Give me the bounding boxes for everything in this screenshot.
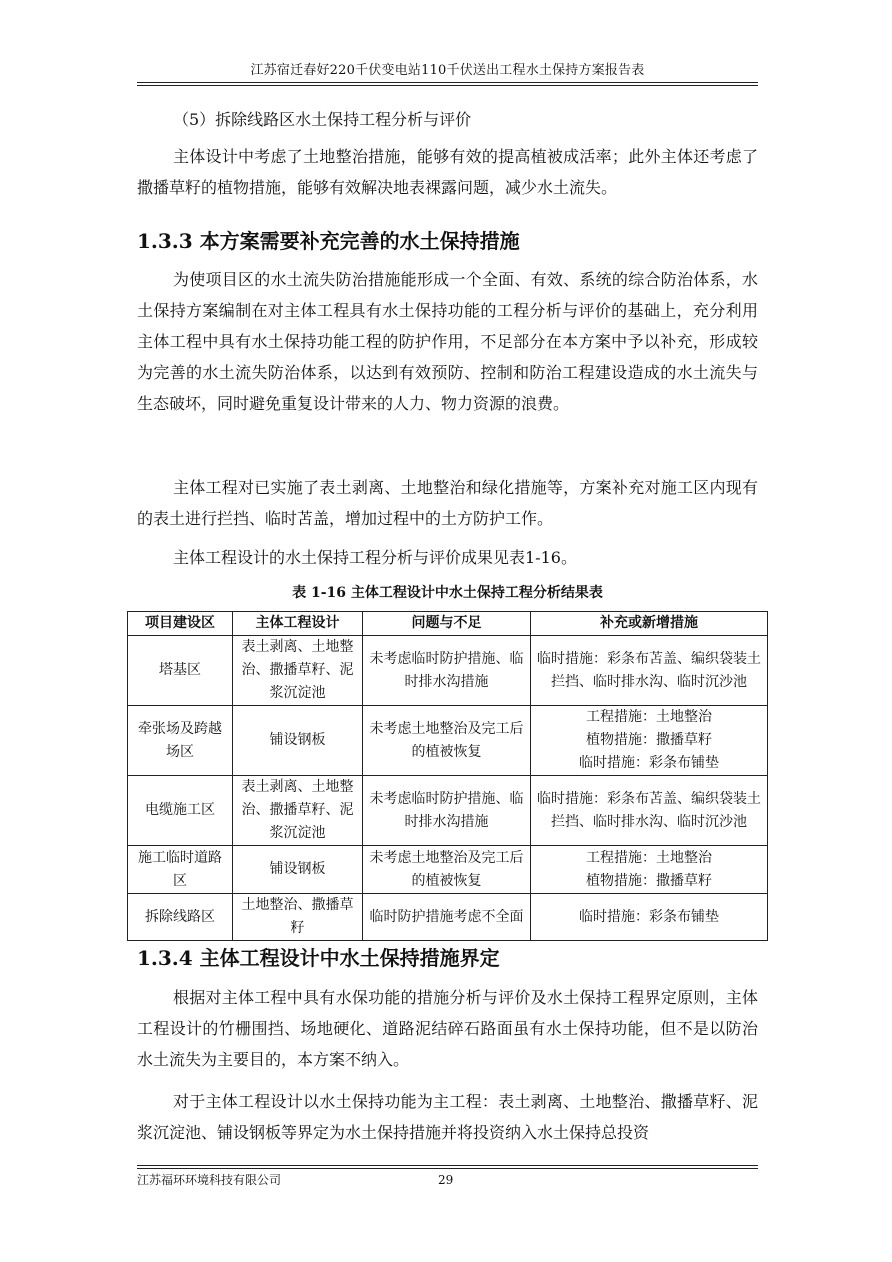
section-1-3-4-paragraph-2: 对于主体工程设计以水土保持功能为主工程：表土剥离、土地整治、撒播草籽、泥浆沉淀池、铺设钢板等界定为水土保持措施并将投资纳入水土保持总投资 [137, 1092, 758, 1142]
column-header: 补充或新增措施 [531, 612, 768, 636]
table-cell-design: 表土剥离、土地整治、撒播草籽、泥浆沉淀池 [233, 636, 363, 706]
header-rule-bottom [137, 85, 758, 86]
page-number: 29 [438, 1173, 454, 1187]
table-cell-measure: 临时措施：彩条布苫盖、编织袋装土拦挡、临时排水沟、临时沉沙池 [531, 776, 768, 846]
table-cell-area: 施工临时道路区 [128, 846, 233, 894]
analysis-result-table [127, 611, 768, 941]
measure-line: 植物措施：撒播草籽 [586, 732, 712, 748]
section-5-title: （5）拆除线路区水土保持工程分析与评价 [173, 110, 472, 129]
table-row [128, 846, 768, 894]
table-cell-measure [531, 706, 768, 776]
footer-rule-bottom [137, 1168, 758, 1169]
section-1-3-3-paragraph-3: 主体工程设计的水土保持工程分析与评价成果见表1-16。 [173, 548, 577, 567]
table-cell-area: 塔基区 [128, 636, 233, 706]
table-row [128, 636, 768, 706]
footer-rule-top [137, 1165, 758, 1166]
measure-line: 植物措施：撒播草籽 [586, 872, 712, 889]
header-rule-top [137, 82, 758, 83]
table-cell-issue: 未考虑临时防护措施、临时排水沟措施 [363, 776, 531, 846]
column-header: 项目建设区 [128, 612, 233, 636]
table-cell-issue: 临时防护措施考虑不全面 [363, 894, 531, 941]
table-row [128, 776, 768, 846]
section-heading-1-3-4: 1.3.4 主体工程设计中水土保持措施界定 [137, 946, 500, 970]
table-header-row [128, 612, 768, 636]
table-cell-area: 电缆施工区 [128, 776, 233, 846]
table-cell-issue: 未考虑土地整治及完工后的植被恢复 [363, 846, 531, 894]
column-header: 主体工程设计 [233, 612, 363, 636]
table-cell-measure: 临时措施：彩条布铺垫 [531, 894, 768, 941]
table-row [128, 706, 768, 776]
section-1-3-3-paragraph-2: 主体工程对已实施了表土剥离、土地整治和绿化措施等，方案补充对施工区内现有的表土进行拦挡、临时苫盖，增加过程中的土方防护工作。 [137, 478, 758, 528]
measure-line: 工程措施：土地整治 [586, 709, 712, 725]
running-header: 江苏宿迁春好220千伏变电站110千伏送出工程水土保持方案报告表 [250, 63, 645, 78]
section-heading-1-3-3: 1.3.3 本方案需要补充完善的水土保持措施 [137, 229, 520, 253]
table-cell-design: 表土剥离、土地整治、撒播草籽、泥浆沉淀池 [233, 776, 363, 846]
section-1-3-4-paragraph-1: 根据对主体工程中具有水保功能的措施分析与评价及水土保持工程界定原则，主体工程设计的竹栅围挡、场地硬化、道路泥结碎石路面虽有水土保持功能，但不是以防治水土流失为主要目的，本方案不纳入。 [137, 988, 758, 1069]
section-5-paragraph: 主体设计中考虑了土地整治措施，能够有效的提高植被成活率；此外主体还考虑了撒播草籽的植物措施，能够有效解决地表裸露问题，减少水土流失。 [137, 147, 758, 197]
measure-line: 工程措施：土地整治 [586, 849, 712, 866]
table-cell-issue: 未考虑临时防护措施、临时排水沟措施 [363, 636, 531, 706]
table-cell-design: 铺设钢板 [233, 706, 363, 776]
table-cell-measure: 临时措施：彩条布苫盖、编织袋装土拦挡、临时排水沟、临时沉沙池 [531, 636, 768, 706]
table-cell-design: 铺设钢板 [233, 846, 363, 894]
footer-company: 江苏福环环境科技有限公司 [137, 1173, 282, 1187]
table-cell-measure [531, 846, 768, 894]
table-caption: 表 1-16 主体工程设计中水土保持工程分析结果表 [292, 585, 603, 601]
measure-line: 临时措施：彩条布铺垫 [579, 755, 719, 771]
section-1-3-3-paragraph-1: 为使项目区的水土流失防治措施能形成一个全面、有效、系统的综合防治体系，水土保持方案编制在对主体工程具有水土保持功能的工程分析与评价的基础上，充分利用主体工程中具有水土保持功能工程的防护作用，不足部分在本方案中予以补充，形成较为完善的水土流失防治体系，以达到有效预防、控制和防治工程建设造成的水土流失与生态破坏，同时避免重复设计带来的人力、物力资源的浪费。 [137, 270, 758, 413]
table-cell-area: 牵张场及跨越场区 [128, 706, 233, 776]
table-cell-issue: 未考虑土地整治及完工后的植被恢复 [363, 706, 531, 776]
table-cell-design: 土地整治、撒播草籽 [233, 894, 363, 941]
table-row [128, 894, 768, 941]
table-cell-area: 拆除线路区 [128, 894, 233, 941]
column-header: 问题与不足 [363, 612, 531, 636]
